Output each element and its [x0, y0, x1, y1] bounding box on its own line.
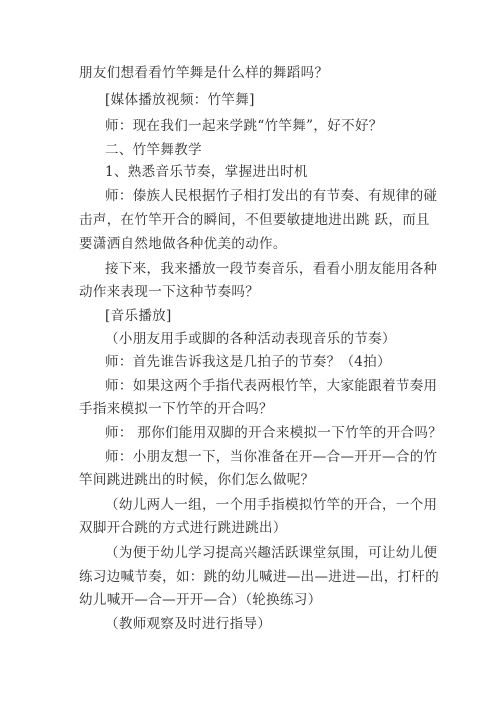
media-note-video: [媒体播放视频：竹竿舞]: [105, 92, 255, 108]
paragraph-line: 师：小朋友想一下，当你准备在开—合—开开—合的竹: [105, 449, 438, 465]
paragraph-line: 接下来，我来播放一段节奏音乐，看看小朋友能用各种: [105, 261, 438, 277]
paragraph-line: 朋友们想看看竹竿舞是什么样的舞蹈吗？: [79, 65, 329, 81]
paragraph-line: 师：首先谁告诉我这是几拍子的节奏？（4拍）: [105, 354, 391, 370]
paragraph-line: 动作来表现一下这种节奏吗？: [79, 284, 260, 300]
paragraph-line: （为便于幼儿学习提高兴趣活跃课堂氛围，可让幼儿便: [105, 545, 438, 561]
paragraph-line: （幼儿两人一组，一个用手指模拟竹竿的开合，一个用: [105, 497, 438, 513]
subsection-heading: 1、熟悉音乐节奏，掌握进出时机: [105, 164, 308, 180]
paragraph-line: 师：傣族人民根据竹子相打发出的有节奏、有规律的碰: [105, 188, 438, 204]
paragraph-line: 师：现在我们一起来学跳“竹竿舞”，好不好？: [105, 118, 383, 134]
paragraph-line: 幼儿喊开—合—开开—合）（轮换练习）: [79, 592, 322, 608]
paragraph-line: 击声，在竹竿开合的瞬间，不但要敏捷地进出跳 跃，而且: [79, 212, 430, 228]
paragraph-line: 师：如果这两个手指代表两根竹竿，大家能跟着节奏用: [105, 378, 438, 394]
paragraph-line: 要潇洒自然地做各种优美的动作。: [79, 236, 287, 252]
paragraph-line: 竿间跳进跳出的时候，你们怎么做呢？: [79, 472, 315, 488]
section-heading: 二、竹竿舞教学: [105, 142, 202, 158]
paragraph-line: （教师观察及时进行指导）: [105, 616, 272, 632]
paragraph-line: 练习边喊节奏，如：跳的幼儿喊进—出—进进—出，打杆的: [79, 569, 440, 585]
paragraph-line: （小朋友用手或脚的各种活动表现音乐的节奏）: [105, 331, 396, 347]
paragraph-line: 双脚开合跳的方式进行跳进跳出）: [79, 520, 287, 536]
paragraph-line: 手指来模拟一下竹竿的开合吗？: [79, 401, 273, 417]
media-note-music: [音乐播放]: [105, 308, 172, 324]
paragraph-line: 师： 那你们能用双脚的开合来模拟一下竹竿的开合吗？: [105, 425, 443, 441]
